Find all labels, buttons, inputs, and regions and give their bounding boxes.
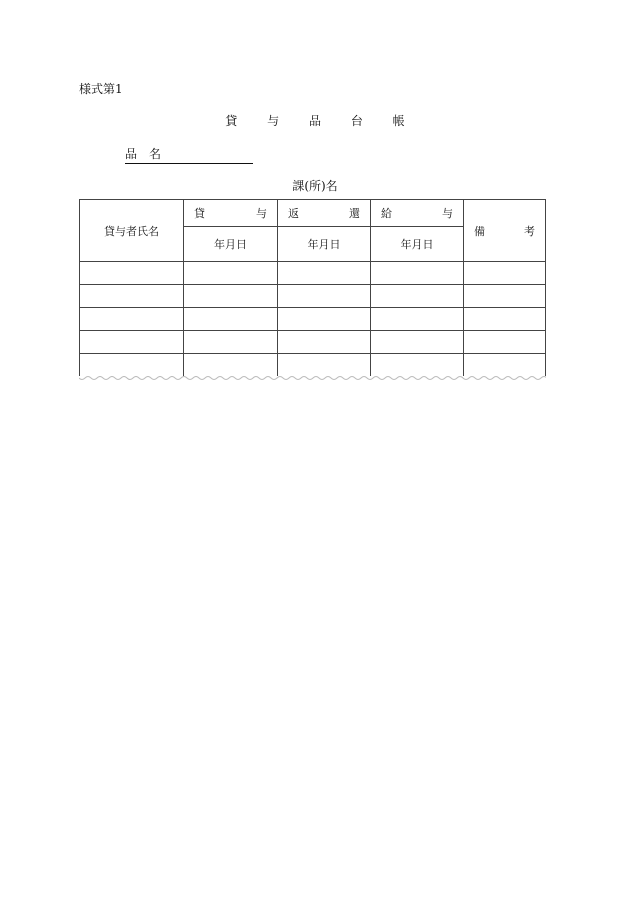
table-cell[interactable] [464, 262, 546, 285]
remarks-header-left: 備 [474, 224, 485, 238]
table-cell[interactable] [278, 331, 371, 354]
title-char: 貸 [225, 114, 238, 128]
table-cell[interactable] [184, 285, 278, 308]
borrower-name-header: 貸与者氏名 [80, 200, 184, 262]
supply-date-header: 年月日 [371, 227, 464, 262]
table-cell[interactable] [371, 285, 464, 308]
table-cell[interactable] [80, 308, 184, 331]
return-date-header: 年月日 [278, 227, 371, 262]
table-row [80, 331, 546, 354]
item-name-label-char: 品 [125, 147, 138, 161]
table-cell[interactable] [278, 285, 371, 308]
supply-header-right: 与 [442, 207, 453, 220]
table-cell[interactable] [278, 354, 371, 377]
return-header [278, 200, 371, 227]
table-row [80, 354, 546, 377]
table-row [80, 262, 546, 285]
form-number-label: 様式第1 [79, 82, 123, 96]
table-cell[interactable] [371, 331, 464, 354]
supply-header-left: 給 [381, 207, 392, 220]
table-cell[interactable] [80, 354, 184, 377]
table-cell[interactable] [278, 262, 371, 285]
title-char: 台 [350, 114, 363, 128]
table-cell[interactable] [371, 354, 464, 377]
page-title [0, 112, 630, 129]
table-cell[interactable] [278, 308, 371, 331]
lend-date-header: 年月日 [184, 227, 278, 262]
table-cell[interactable] [184, 262, 278, 285]
remarks-header-right: 考 [524, 224, 535, 238]
lend-header-left: 貸 [194, 207, 205, 220]
ledger-table [79, 199, 546, 376]
supply-header [371, 200, 464, 227]
item-name-label-char: 名 [149, 147, 162, 161]
table-cell[interactable] [371, 308, 464, 331]
return-header-right: 還 [349, 207, 360, 220]
title-char: 与 [267, 114, 280, 128]
department-label: 課(所)名 [292, 179, 338, 193]
table-cell[interactable] [184, 354, 278, 377]
table-row [80, 308, 546, 331]
table-cell[interactable] [464, 285, 546, 308]
table-cell[interactable] [464, 331, 546, 354]
table-cell[interactable] [184, 308, 278, 331]
table-cell[interactable] [80, 331, 184, 354]
torn-edge-divider [79, 376, 546, 382]
table-row [80, 285, 546, 308]
table-cell[interactable] [464, 308, 546, 331]
table-cell[interactable] [464, 354, 546, 377]
table-cell[interactable] [371, 262, 464, 285]
title-char: 品 [308, 114, 321, 128]
lend-header-right: 与 [256, 207, 267, 220]
item-name-field [125, 145, 253, 164]
table-cell[interactable] [184, 331, 278, 354]
table-header-row [80, 200, 546, 227]
table-cell[interactable] [80, 262, 184, 285]
title-char: 帳 [392, 114, 405, 128]
lend-header [184, 200, 278, 227]
remarks-header [464, 200, 546, 262]
return-header-left: 返 [288, 207, 299, 220]
table-cell[interactable] [80, 285, 184, 308]
